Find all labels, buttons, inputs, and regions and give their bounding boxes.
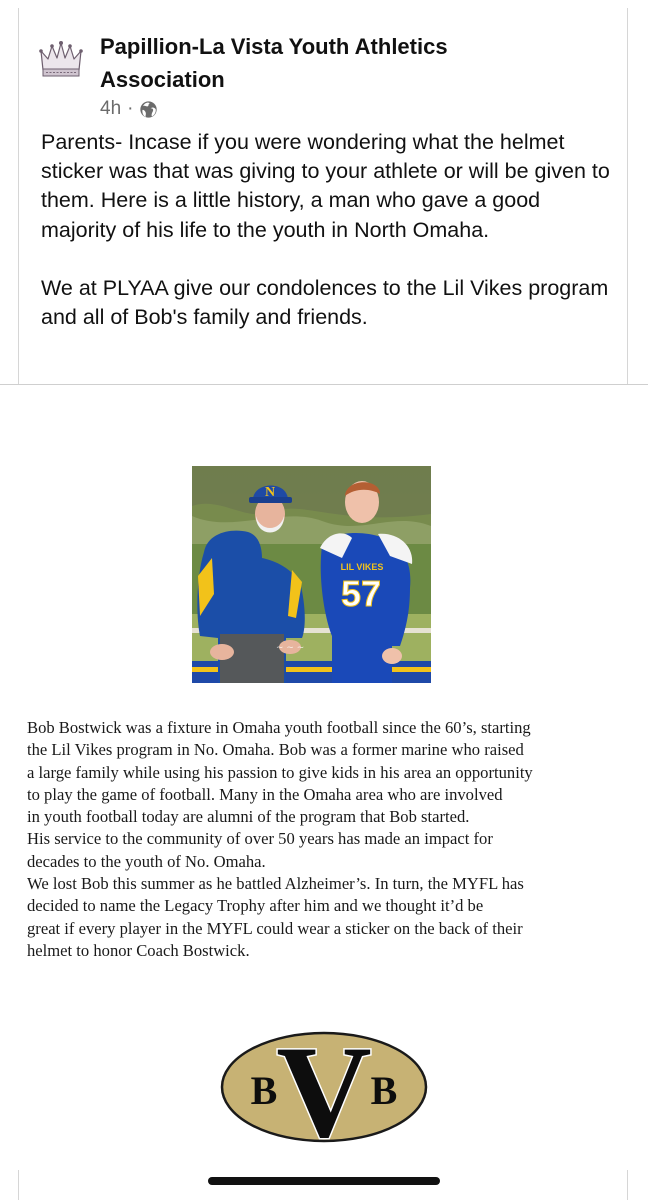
caption-line: the Lil Vikes program in No. Omaha. Bob was a former marine who raised bbox=[27, 740, 524, 760]
image-caption bbox=[27, 717, 627, 962]
caption-line: We lost Bob this summer as he battled Alzheimer’s. In turn, the MYFL has bbox=[27, 874, 524, 894]
bvb-football-logo bbox=[218, 1016, 430, 1158]
caption-line: a large family while using his passion to give kids in his area an opportunity bbox=[27, 762, 533, 782]
logo-left-letter: B bbox=[250, 1068, 278, 1113]
caption-line: in youth football today are alumni of the program that Bob started. bbox=[27, 807, 470, 827]
post-body bbox=[41, 128, 611, 332]
home-indicator[interactable] bbox=[208, 1177, 440, 1185]
caption-line: decades to the youth of No. Omaha. bbox=[27, 851, 266, 871]
caption-line: Bob Bostwick was a fixture in Omaha youth football since the 60’s, starting bbox=[27, 718, 531, 737]
logo-right-letter: B bbox=[370, 1068, 398, 1113]
bob-and-player-photo[interactable] bbox=[192, 466, 431, 683]
page-avatar[interactable] bbox=[36, 36, 86, 86]
post-meta bbox=[100, 98, 158, 120]
card-bottom-edge bbox=[18, 1170, 628, 1200]
caption-line: His service to the community of over 50 years has made an impact for bbox=[27, 829, 493, 849]
author-name[interactable]: Papillion-La Vista Youth Athletics Association bbox=[100, 34, 448, 92]
jersey-text: LIL VIKES bbox=[340, 562, 384, 572]
globe-icon[interactable] bbox=[139, 100, 158, 119]
caption-line: decided to name the Legacy Trophy after him and we thought it’d be bbox=[27, 896, 484, 916]
post-timestamp[interactable]: 4h bbox=[100, 98, 122, 119]
caption-line: to play the game of football. Many in the Omaha area who are involved bbox=[27, 784, 503, 804]
photo-watermark: ~ ~ ~ bbox=[276, 643, 305, 653]
logo-center-letter: V bbox=[276, 1018, 372, 1158]
cap-letter: N bbox=[264, 485, 276, 500]
image-divider bbox=[0, 384, 648, 385]
post-paragraph: Parents- Incase if you were wondering what the helmet sticker was that was giving to your athlete or will be given to them. Here is a little history, a man who gave a good majority of his life to the youth in North Omaha. bbox=[41, 130, 610, 242]
jersey-number: 57 bbox=[340, 573, 382, 614]
caption-line: great if every player in the MYFL could wear a sticker on the back of their bbox=[27, 918, 523, 938]
post-paragraph: We at PLYAA give our condolences to the Lil Vikes program and all of Bob's family and friends. bbox=[41, 275, 609, 330]
caption-line: helmet to honor Coach Bostwick. bbox=[27, 940, 250, 960]
meta-separator: · bbox=[127, 98, 134, 119]
